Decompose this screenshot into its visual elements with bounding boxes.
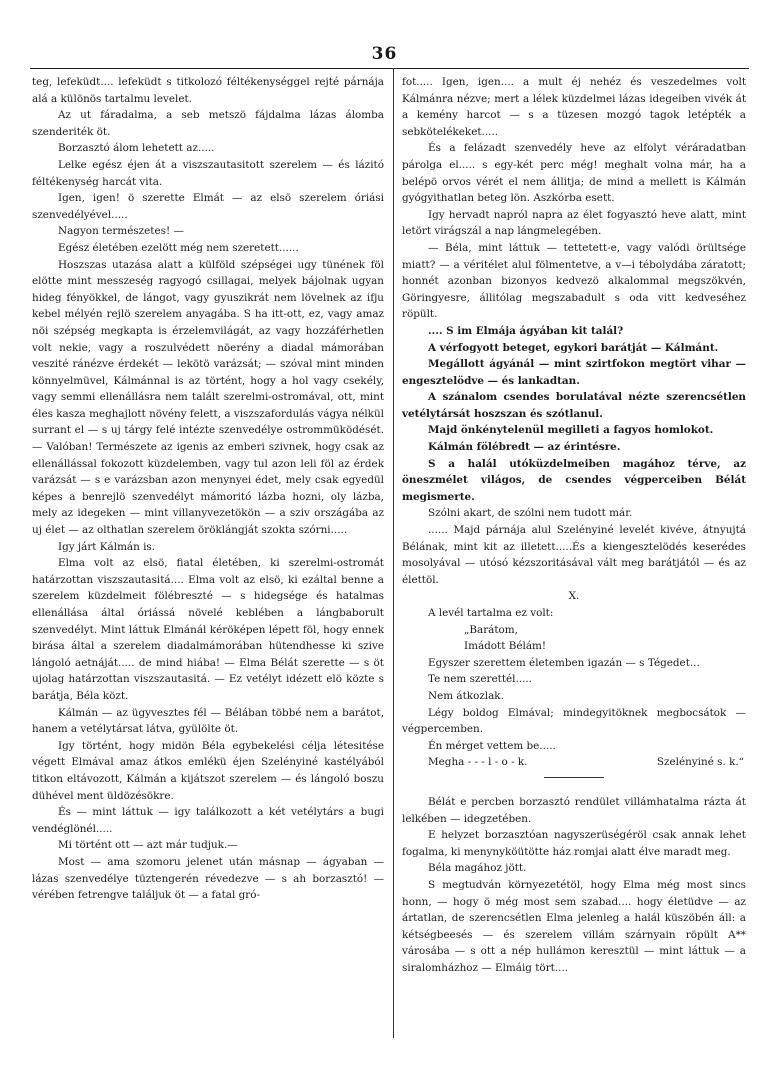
paragraph: Igy járt Kálmán is.: [58, 540, 156, 553]
right-column: [402, 74, 746, 976]
column-divider: [393, 68, 394, 1038]
paragraph: Igy történt, hogy midön Béla egybekelési célja létesitése végett Elmával amaz átkos emlékü éjen Szelényiné kastélyából titkon eltávozott, Kálmán a kijátszot szerelem — és lángoló boszu dühével ment üldözésökre.: [32, 739, 384, 802]
paragraph: És — mint láttuk — igy találkozott a két vetélytárs a bugi vendéglönél.....: [32, 806, 384, 835]
paragraph: Nagyon természetes! —: [58, 225, 184, 238]
paragraph: A vérfogyott beteget, egykori barátját — Kálmánt.: [428, 341, 719, 354]
paragraph: A szánalom csendes borulatával nézte szerencsétlen vetélytársát hoszszan és szótlanul.: [402, 391, 746, 420]
paragraph: Hoszszas utazása alatt a külföld szépségei ugy tünének föl elötte mint messzeség ragyogó csillagai, melyek bájolnak ugyan hideg fényökkel, de lángot, vagy gyuszikrát nem lövelnek az ifju kebel mélyén rejlö szerelem anyagába. S ha itt-ott, ez, vagy amaz nöi szépség megkapta is érzelemvilágát, az vagy hozzáférhetlen volt nekie, vagy a roszulvédett nöerény a diadal mámorában veszité ránézve érdekét — lekötö varázsát; — szóval mint minden könnyelmüvel, Kálmánnal is az történt, hogy a hol vagy csekély, vagy semmi ellenállásra nem talált szerelmi-ostromával, ott, mint éles kasza meghajlott növény felett, a viszszafordulás vágya nélkül surrant el — s uj tárgy felé intézte szenvedélye ostrommüködését. — Valóban! Természete az igenis az emberi szivnek, hogy csak az ellenállással fokozott küzdelemben, vagy tul azon leli föl az érdek varázsát — s e varázsban azon menynyei édet, mely csak egyedül képes a benrejlö szenvedélyt mámoritó lázba hozni, oly lázba, mely az idegeken — mint villanyvezetökön — a sziv országába az uj élet — az olthatlan szerelem öröklángját szokta szórni.....: [32, 258, 384, 537]
letter-line: Te nem szerettél.....: [428, 673, 532, 686]
letter-signature: [402, 754, 746, 771]
paragraph: Szólni akart, de szólni nem tudott már.: [428, 507, 633, 520]
paragraph: Most — ama szomoru jelenet után másnap — ágyaban — lázas szenvedélye tüztengerén révedezve — s ah borzasztó! — vérében fetrengve találjuk öt — a fatal gró-: [32, 855, 384, 902]
letter: [402, 605, 746, 771]
paragraph: Bélát e percben borzasztó rendület villámhatalma rázta át lelkében — idegzetében.: [402, 795, 746, 825]
paragraph: Igy hervadt napról napra az élet fogyasztó heve alatt, mint letört virágszál a nap lángmelegében.: [402, 208, 746, 238]
letter-line: Én mérget vettem be.....: [428, 739, 556, 752]
paragraph: Borzasztó álom lehetett az.....: [58, 142, 215, 155]
paragraph: S a halál utóküzdelmeiben magához térve, az öneszmélet világos, de csendes végperceiben Bélát megismerte.: [402, 457, 746, 503]
paragraph: És a felázadt szenvedély heve az elfolyt véráradatban párolga el..... s egy-két perc még! meghalt volna már, ha a belépö orvos vérét el nem állitja; de mind a mellett is Kálmán gyógyithatlan beteg lön. Aszkórba esett.: [402, 142, 746, 205]
paragraph: Lelke egész éjen át a viszszautasitott szerelem — és lázitó féltékenység harcát vita.: [32, 158, 384, 188]
left-column: [32, 74, 384, 904]
paragraph: — Béla, mint láttuk — tettetett-e, vagy valódi örültsége miatt? — a véritélet alul fölmentetve, a v—i tébolydába záratott; honnét azonban bizonyos kedvezö alkalommal megszökvén, Göringyesre, állitólag megszabadult s oda vitt kedveséhez röpült.: [402, 241, 746, 321]
paragraph: fot..... Igen, igen.... a mult éj nehéz és veszedelmes volt Kálmánra nézve; mert a lélek küzdelmei lázas idegeiben vivék át a kemény harcot — s a tüzesen mozgó tagok letépték a sebkötelékeket.....: [402, 76, 746, 138]
paragraph: Kálmán fölébredt — az érintésre.: [428, 441, 621, 454]
paragraph: ...... Majd párnája alul Szelényiné levelét kivéve, átnyujtá Bélának, mint kit az illetett.....És a kiengesztelödés keserédes mosolyával — utósó kézszoritásával vált meg barátjától — és az élettöl.: [402, 524, 746, 586]
paragraph: Megállott ágyánál — mint szirtfokon megtört vihar — engesztelödve — és lankadtan.: [402, 358, 746, 387]
letter-line: Egyszer szerettem életemben igazán — s Tégedet...: [428, 656, 700, 669]
paragraph: Igen, igen! ö szerette Elmát — az elsö szerelem óriási szenvedélyével.....: [32, 192, 384, 221]
paragraph: Majd önkénytelenül megilleti a fagyos homlokot.: [428, 424, 714, 437]
signature-left: Megha - - - l - o - k.: [428, 756, 528, 769]
page-number: 36: [371, 44, 398, 64]
paragraph: S megtudván környezetétöl, hogy Elma még most sincs honn, — hogy ö még most sem szabad.... hogy életüdve — az ártatlan, de szerencsétlen Elma jelenleg a halál küszöbén áll: a kétségbeesés — és szerelem villám szárnyain röpült A** városába — s ott a nép hullámon keresztül — mint láttuk — a siralomházhoz — Elmáig tört....: [402, 878, 746, 974]
letter-line: Légy boldog Elmával; mindegyitöknek megbocsátok — végpercemben.: [402, 706, 746, 736]
header-rule: [30, 68, 749, 69]
letter-line: Nem átkozlak.: [428, 689, 504, 702]
paragraph: teg, lefeküdt.... lefeküdt s titkolozó féltékenységgel rejté párnája alá a különös tartalmu levelet.: [32, 76, 384, 105]
letter-intro: A levél tartalma ez volt:: [428, 607, 554, 619]
paragraph: Egész életében ezelött még nem szeretett......: [58, 241, 299, 254]
paragraph: .... S im Elmája ágyában kit talál?: [428, 324, 624, 337]
paragraph: Mi történt ott — azt már tudjuk.—: [58, 839, 238, 852]
section-separator: [544, 777, 604, 778]
paragraph: Elma volt az elsö, fiatal életében, ki szerelmi-ostromát határzottan viszszautasitá.... Elma volt az elsö, ki ezáltal benne a szerelem küzdelmeit fölébreszté — s hidegsége és hatalmas ellenállása által óriássá növelé keblében a lángbaborult szenvedélyt. Mint láttuk Elmánál kéröképen lépett föl, hogy ennek birása által a szerelem diadalmámorában hütendhesse ki szive lángoló aetnáját..... de mind hiába! — Elma Bélát szerette — s öt ujolag határzottan viszszautasitá. — Ez vetélyt idézett elö közte s barátja, Béla közt.: [32, 557, 384, 702]
paragraph: E helyzet borzasztóan nagyszerüségéröl csak annak lehet fogalma, ki menynyköütötte ház romjai alatt élve maradt meg.: [402, 829, 746, 858]
letter-salutation: Imádott Bélám!: [464, 640, 547, 653]
paragraph: Kálmán — az ügyvesztes fél — Bélában többé nem a barátot, hanem a vetélytársat látva, gyülölte öt.: [32, 706, 384, 736]
section-mark: X.: [568, 590, 580, 603]
paragraph: Béla magához jött.: [428, 862, 527, 875]
paragraph: Az ut fáradalma, a seb metszö fájdalma lázas álomba szenderiték öt.: [32, 109, 384, 138]
signature-right: Szelényiné s. k.“: [656, 756, 744, 769]
letter-salutation: „Barátom,: [464, 623, 518, 636]
